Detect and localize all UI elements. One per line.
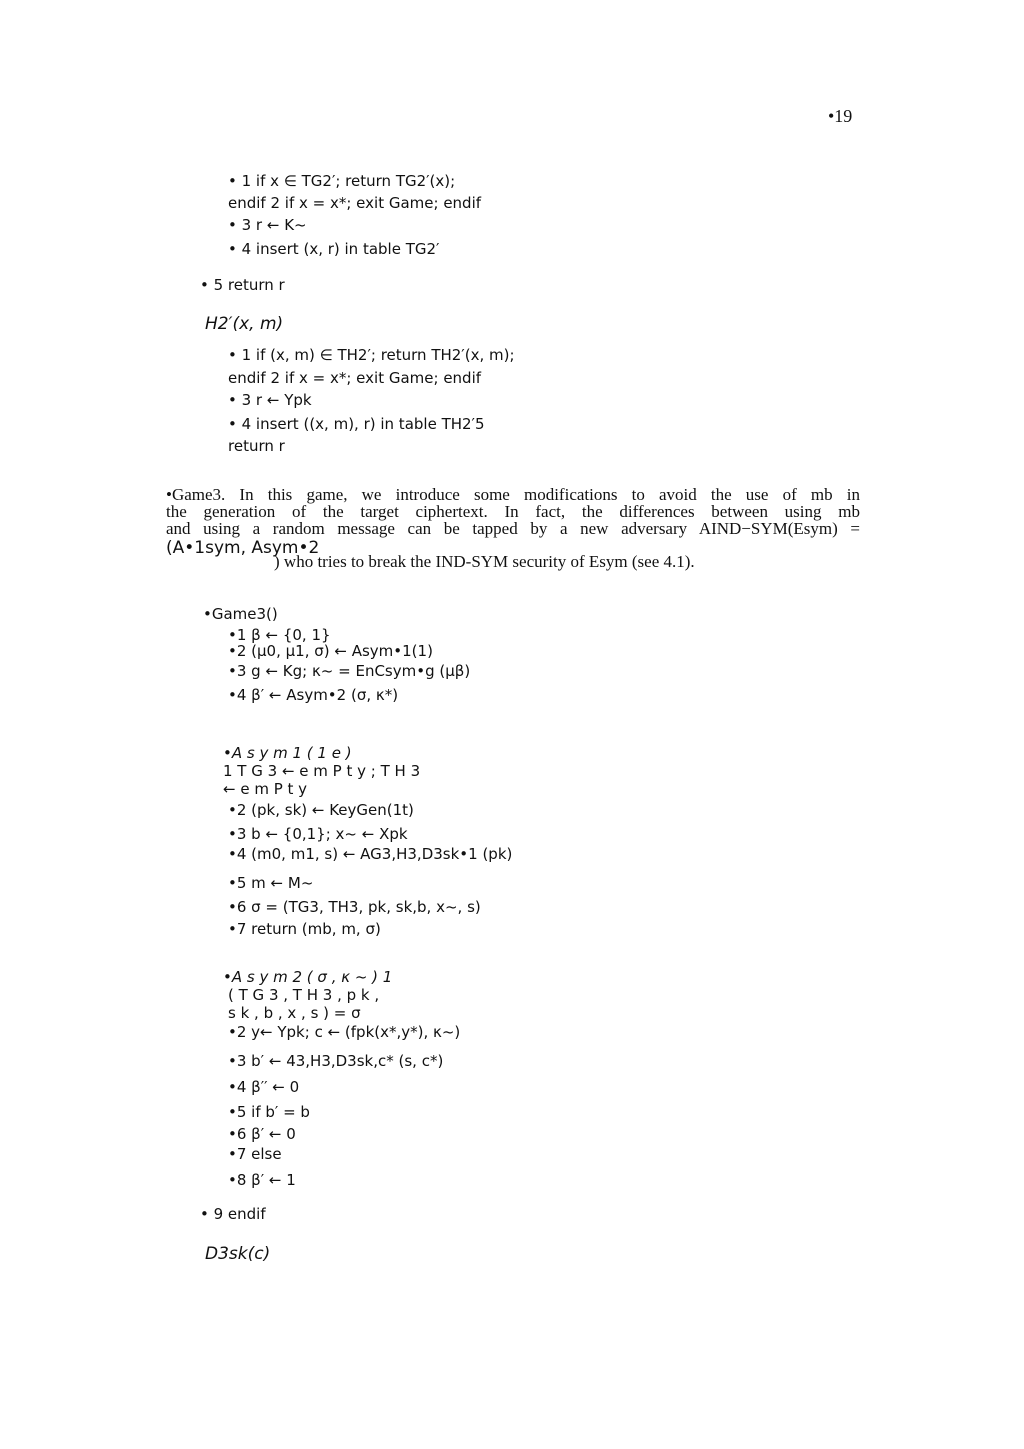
algo-line: •2 (μ0, μ1, σ) ← Asym•1(1) bbox=[228, 642, 433, 660]
algo-line: endif 2 if x = x*; exit Game; endif bbox=[228, 369, 482, 387]
algo-line: •8 β′ ← 1 bbox=[228, 1171, 296, 1189]
asym1-title: •A s y m 1 ( 1 e ) bbox=[223, 744, 352, 762]
paragraph-line: ) who tries to break the IND-SYM security of Esym (see 4.1). bbox=[274, 552, 695, 571]
page-number: •19 bbox=[828, 106, 853, 126]
algo-line: •3 g ← Kg; κ~ = EnCsym•g (μβ) bbox=[228, 662, 471, 680]
paragraph-line: and using a random message can be tapped by a new adversary AIND−SYM(Esym) = bbox=[166, 519, 860, 538]
algo-line: •4 β′ ← Asym•2 (σ, κ*) bbox=[228, 686, 399, 704]
paragraph-line: •Game3. In this game, we introduce some modifications to avoid the use of mb in bbox=[166, 485, 860, 504]
algo-line: return r bbox=[228, 437, 285, 455]
algo-line: • 5 return r bbox=[200, 276, 285, 294]
h2-title: H2′(x, m) bbox=[205, 314, 284, 334]
algo-line: • 4 insert ((x, m), r) in table TH2′5 bbox=[228, 415, 485, 433]
algo-line: •4 β′′ ← 0 bbox=[228, 1078, 300, 1096]
algo-line: 1 T G 3 ← e m P t y ; T H 3 bbox=[223, 762, 421, 780]
algo-line: •2 y← Ypk; c ← (fpk(x*,y*), κ~) bbox=[228, 1023, 461, 1041]
game3-title: •Game3() bbox=[203, 605, 278, 623]
algo-line: • 3 r ← Ypk bbox=[228, 391, 312, 409]
algo-line: •5 if b′ = b bbox=[228, 1103, 310, 1121]
algo-line: • 9 endif bbox=[200, 1205, 266, 1223]
algo-line: •4 (m0, m1, s) ← AG3,H3,D3sk•1 (pk) bbox=[228, 845, 513, 863]
algo-line: ← e m P t y bbox=[223, 780, 308, 798]
algo-line: •6 β′ ← 0 bbox=[228, 1125, 296, 1143]
algo-line: endif 2 if x = x*; exit Game; endif bbox=[228, 194, 482, 212]
algo-line: • 1 if (x, m) ∈ TH2′; return TH2′(x, m); bbox=[228, 346, 515, 364]
algo-line: •3 b′ ← 43,H3,D3sk,c* (s, c*) bbox=[228, 1052, 444, 1070]
algo-line: •2 (pk, sk) ← KeyGen(1t) bbox=[228, 801, 414, 819]
algo-line: •7 else bbox=[228, 1145, 282, 1163]
paragraph-line: the generation of the target ciphertext. In fact, the differences between using mb bbox=[166, 502, 860, 521]
algo-line: •6 σ = (TG3, TH3, pk, sk,b, x~, s) bbox=[228, 898, 481, 916]
algo-line: • 3 r ← K~ bbox=[228, 216, 307, 234]
algo-line: •5 m ← M~ bbox=[228, 874, 314, 892]
algo-line: •3 b ← {0,1}; x~ ← Xpk bbox=[228, 825, 408, 843]
d3-title: D3sk(c) bbox=[205, 1244, 271, 1264]
algo-line: •7 return (mb, m, σ) bbox=[228, 920, 381, 938]
algo-line: ( T G 3 , T H 3 , p k , bbox=[228, 986, 380, 1004]
algo-line: •1 β ← {0, 1} bbox=[228, 626, 331, 644]
algo-line: • 4 insert (x, r) in table TG2′ bbox=[228, 240, 440, 258]
asym2-title: •A s y m 2 ( σ , κ ~ ) 1 bbox=[223, 968, 393, 986]
algo-line: • 1 if x ∈ TG2′; return TG2′(x); bbox=[228, 172, 456, 190]
algo-line: s k , b , x , s ) = σ bbox=[228, 1004, 361, 1022]
paragraph-line: (A•1sym, Asym•2 bbox=[166, 538, 320, 558]
